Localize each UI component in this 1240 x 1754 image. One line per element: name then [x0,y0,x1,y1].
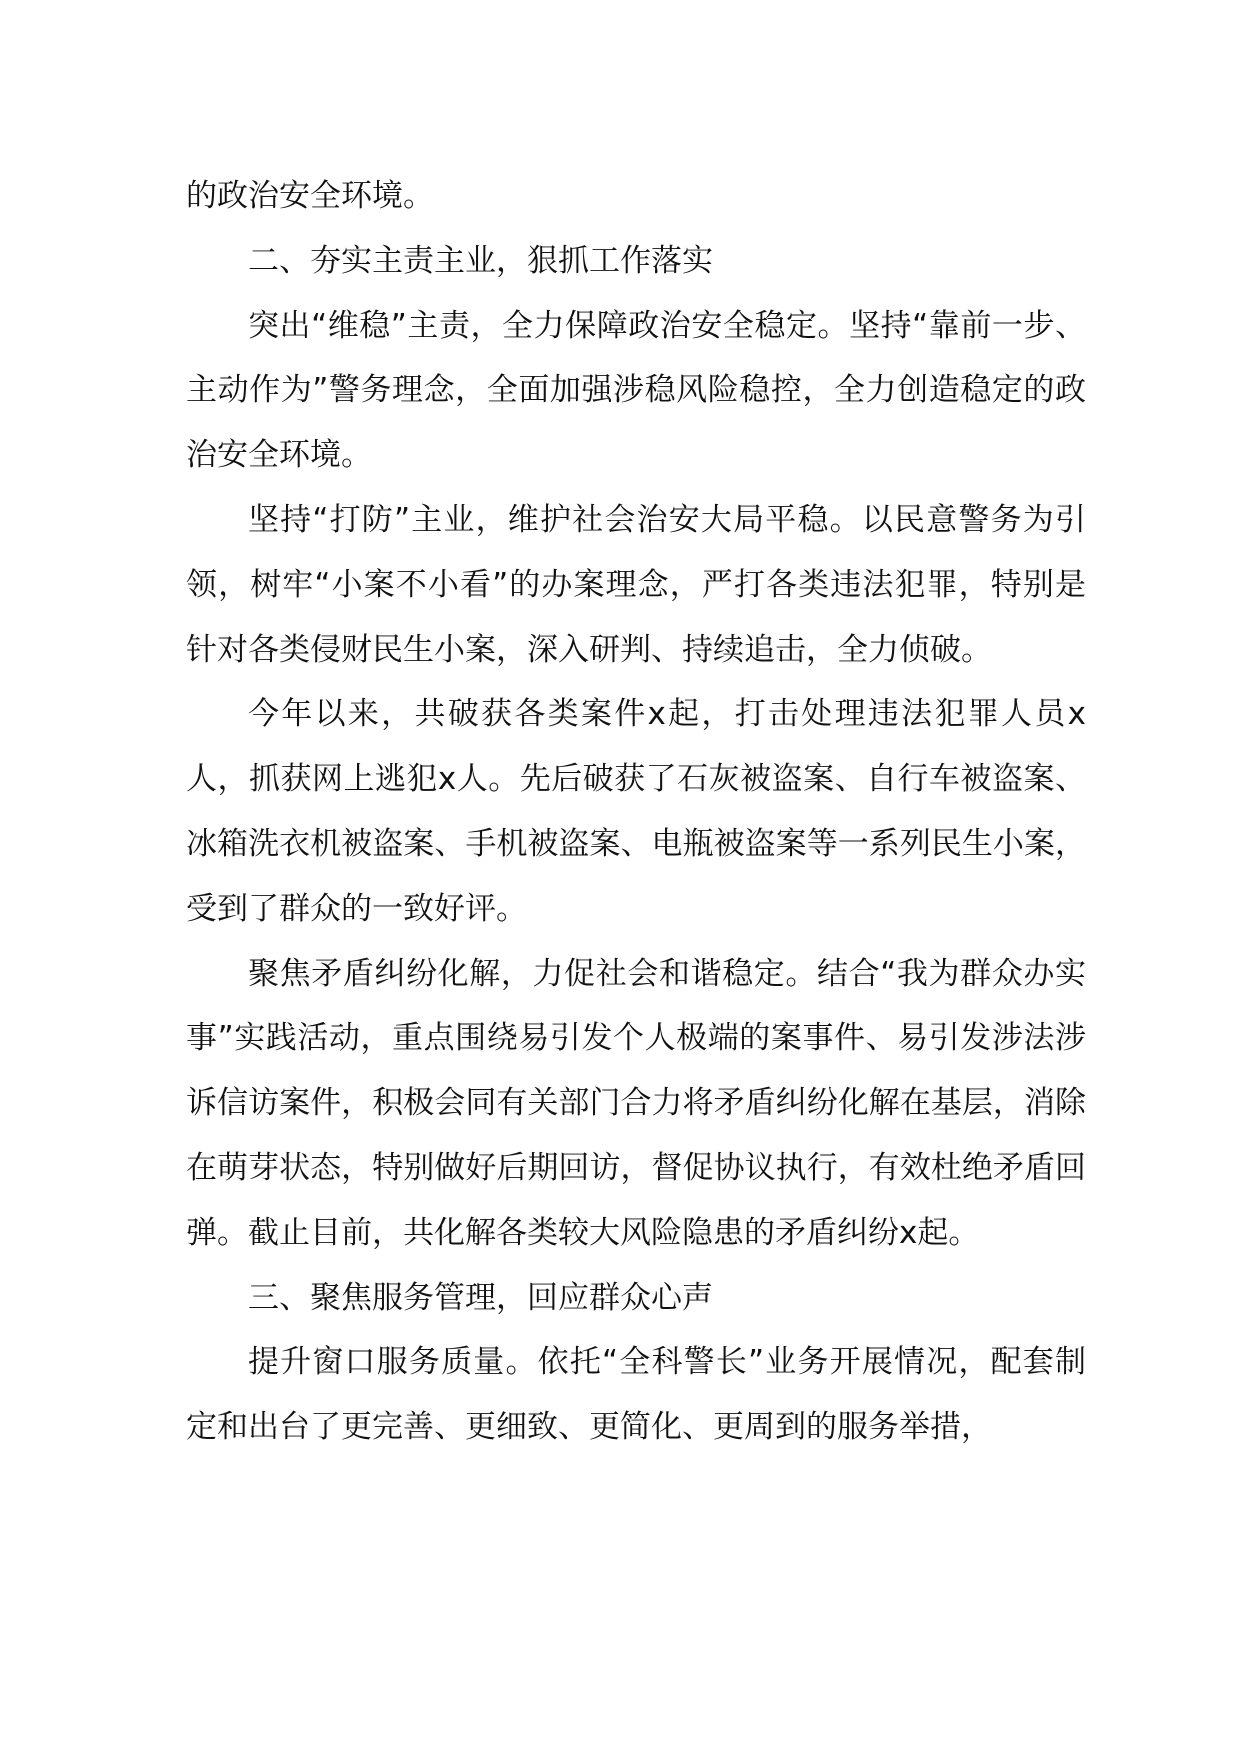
section-heading-3: 三、聚焦服务管理，回应群众心声 [248,1279,713,1316]
paragraph-window-service: 提升窗口服务质量。依托“全科警长”业务开展情况，配套制定和出台了更完善、更细致、更简化、更周到的服务举措， [186,1344,1086,1446]
paragraph-dispute-resolution: 聚焦矛盾纠纷化解，力促社会和谐稳定。结合“我为群众办实事”实践活动，重点围绕易引发个人极端的案事件、易引发涉法涉诉信访案件，积极会同有关部门合力将矛盾纠纷化解在基层，消除在萌芽状态，特别做好后期回访，督促协议执行，有效杜绝矛盾回弹。截止目前，共化解各类较大风险隐患的矛盾纠纷x起。 [186,955,1086,1251]
document-body [186,164,1086,1460]
paragraph-case-results: 今年以来，共破获各类案件x起，打击处理违法犯罪人员x人，抓获网上逃犯x人。先后破获了石灰被盗案、自行车被盗案、冰箱洗衣机被盗案、手机被盗案、电瓶被盗案等一系列民生小案，受到了群众的一致好评。 [186,696,1086,927]
paragraph-crime-prevention: 坚持“打防”主业，维护社会治安大局平稳。以民意警务为引领，树牢“小案不小看”的办案理念，严打各类违法犯罪，特别是针对各类侵财民生小案，深入研判、持续追击，全力侦破。 [186,501,1086,668]
paragraph-continuation: 的政治安全环境。 [186,178,434,214]
paragraph-stability: 突出“维稳”主责，全力保障政治安全稳定。坚持“靠前一步、主动作为”警务理念，全面加强涉稳风险稳控，全力创造稳定的政治安全环境。 [186,307,1086,474]
section-heading-2: 二、夯实主责主业，狠抓工作落实 [248,242,713,279]
